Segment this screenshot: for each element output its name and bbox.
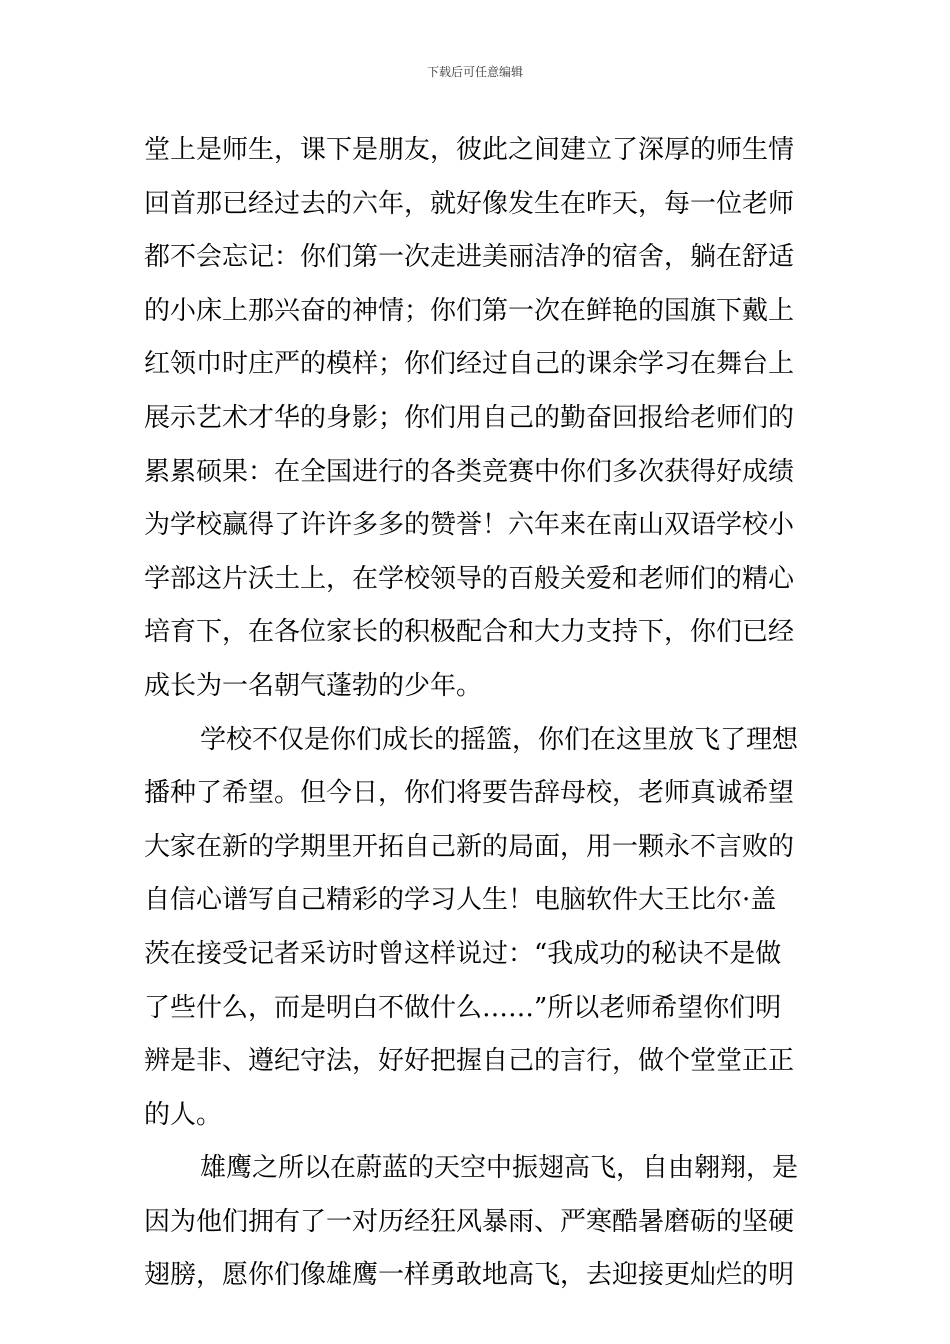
text-line: 培育下，在各位家长的积极配合和大力支持下，你们已经 (144, 617, 795, 648)
text-line: 翅膀，愿你们像雄鹰一样勇敢地高飞，去迎接更灿烂的明 (144, 1260, 795, 1291)
text-line: 因为他们拥有了一对历经狂风暴雨、严寒酷暑磨砺的坚硬 (144, 1206, 795, 1237)
text-line: 的人。 (144, 1099, 223, 1130)
text-line: 了些什么，而是明白不做什么……”所以老师希望你们明 (144, 992, 782, 1023)
text-line: 大家在新的学期里开拓自己新的局面，用一颗永不言败的 (144, 831, 795, 862)
text-line: 播种了希望。但今日，你们将要告辞母校，老师真诚希望 (144, 778, 795, 809)
text-line: 堂上是师生，课下是朋友，彼此之间建立了深厚的师生情 (144, 135, 795, 165)
text-line: 红领巾时庄严的模样；你们经过自己的课余学习在舞台上 (144, 349, 795, 380)
document-body (144, 124, 808, 1303)
text-line: 成长为一名朝气蓬勃的少年。 (144, 670, 483, 701)
text-line: 展示艺术才华的身影；你们用自己的勤奋回报给老师们的 (144, 402, 795, 433)
text-line: 学校不仅是你们成长的摇篮，你们在这里放飞了理想 (200, 724, 799, 755)
paragraph (144, 124, 808, 714)
text-line: 的小床上那兴奋的神情；你们第一次在鲜艳的国旗下戴上 (144, 295, 795, 326)
text-line: 辨是非、遵纪守法，好好把握自己的言行，做个堂堂正正 (144, 1046, 795, 1077)
paragraph (144, 1142, 808, 1303)
text-line: 雄鹰之所以在蔚蓝的天空中振翅高飞，自由翱翔，是 (200, 1153, 799, 1184)
text-line: 茨在接受记者采访时曾这样说过：“我成功的秘诀不是做 (144, 938, 782, 969)
page-header: 下载后可任意编辑 (426, 65, 523, 79)
text-line: 累累硕果：在全国进行的各类竞赛中你们多次获得好成绩 (144, 456, 795, 487)
text-line: 学部这片沃土上，在学校领导的百般关爱和老师们的精心 (144, 563, 795, 594)
text-line: 回首那已经过去的六年，就好像发生在昨天，每一位老师 (144, 188, 795, 219)
text-line: 自信心谱写自己精彩的学习人生！电脑软件大王比尔·盖 (144, 885, 777, 916)
text-line: 为学校赢得了许许多多的赞誉！六年来在南山双语学校小 (144, 510, 795, 541)
text-line: 都不会忘记：你们第一次走进美丽洁净的宿舍，躺在舒适 (144, 242, 795, 273)
paragraph (144, 714, 808, 1143)
